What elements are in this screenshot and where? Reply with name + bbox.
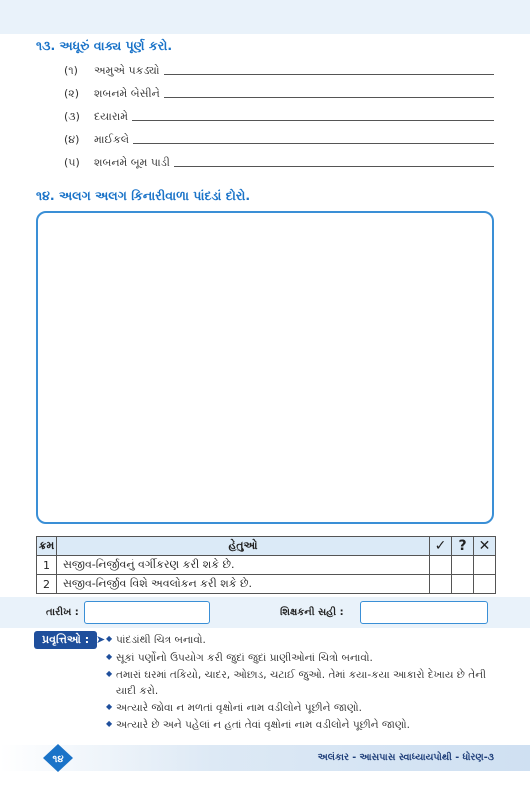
cross-cell[interactable]	[474, 575, 496, 594]
item-number: (૩)	[64, 110, 80, 123]
bullet-icon: ◆	[106, 702, 113, 711]
table-row	[37, 575, 496, 594]
fill-line-4[interactable]	[64, 129, 494, 147]
item-text: દયારામે	[94, 110, 129, 123]
tick-cell[interactable]	[430, 556, 452, 575]
answer-line[interactable]	[174, 166, 494, 167]
drawing-area[interactable]	[36, 211, 494, 524]
top-band	[0, 0, 530, 34]
header-goals: હેતુઓ	[57, 537, 430, 556]
signature-field[interactable]	[360, 601, 488, 624]
activity-item: ◆ અત્યારે જોવા ન મળતાં વૃક્ષોનાં નામ વડીલોને પૂછીને જાણો.	[106, 702, 362, 714]
fill-line-1[interactable]	[64, 60, 494, 78]
answer-line[interactable]	[132, 120, 494, 121]
fill-line-5[interactable]	[64, 152, 494, 170]
question-cell[interactable]	[452, 556, 474, 575]
question-cell[interactable]	[452, 575, 474, 594]
goals-table	[36, 536, 496, 594]
book-title: અલંકાર - આસપાસ સ્વાધ્યાયપોથી - ધોરણ-૩	[317, 752, 494, 763]
page-number: ૧૪	[52, 754, 64, 765]
row-num: 2	[37, 575, 57, 594]
row-text: સજીવ-નિર્જીવનું વર્ગીકરણ કરી શકે છે.	[57, 556, 430, 575]
item-text: શબનમે બૂમ પાડી	[94, 156, 170, 169]
date-field[interactable]	[84, 601, 210, 624]
activity-item: ◆ અત્યારે છે અને પહેલાં ન હતાં તેવાં વૃક્ષોનાં નામ વડીલોને પૂછીને જાણો.	[106, 719, 411, 731]
bullet-icon: ◆	[106, 652, 113, 661]
row-num: 1	[37, 556, 57, 575]
date-label: તારીખ :	[46, 607, 79, 618]
item-number: (૪)	[64, 133, 80, 146]
tick-cell[interactable]	[430, 575, 452, 594]
arrow-icon: ➤	[96, 633, 106, 646]
item-number: (૨)	[64, 87, 80, 100]
signature-label: શિક્ષકની સહી :	[280, 607, 344, 618]
item-text: માઈકલે	[94, 133, 130, 146]
answer-line[interactable]	[164, 97, 494, 98]
tick-icon: ✓	[430, 537, 452, 556]
bullet-icon: ◆	[106, 669, 113, 678]
header-num: ક્રમ	[37, 537, 57, 556]
answer-line[interactable]	[164, 74, 494, 75]
item-number: (૫)	[64, 156, 80, 169]
table-header-row	[37, 537, 496, 556]
activity-item: ◆ તમારાં ઘરમાં તકિયો, ચાદર, ઓછાડ, ચટાઈ જુઓ. તેમાં કયા-કયા આકારો દેખાય છે તેની યાદી કરો.	[106, 669, 487, 697]
activities-label: પ્રવૃત્તિઓ :	[34, 631, 97, 649]
item-text: અમુએ પકડ્યો	[94, 64, 160, 77]
cross-cell[interactable]	[474, 556, 496, 575]
answer-line[interactable]	[133, 143, 494, 144]
bullet-icon: ◆	[106, 634, 113, 643]
question-13-title: ૧૩. અધૂરું વાક્ય પૂર્ણ કરો.	[36, 38, 173, 53]
question-icon: ?	[452, 537, 474, 556]
fill-line-3[interactable]	[64, 106, 494, 124]
cross-icon: ✕	[474, 537, 496, 556]
page-number-badge	[42, 743, 74, 773]
table-row	[37, 556, 496, 575]
fill-line-2[interactable]	[64, 83, 494, 101]
item-number: (૧)	[64, 64, 78, 77]
activity-item: ◆ પાંદડાંથી ચિત્ર બનાવો.	[106, 634, 206, 646]
item-text: શબનમે બેસીને	[94, 87, 160, 100]
bullet-icon: ◆	[106, 719, 113, 728]
activity-item: ◆ સૂકાં પર્ણોનો ઉપયોગ કરી જુદાં જુદાં પ્રાણીઓનાં ચિત્રો બનાવો.	[106, 652, 373, 664]
row-text: સજીવ-નિર્જીવ વિશે અવલોકન કરી શકે છે.	[57, 575, 430, 594]
question-14-title: ૧૪. અલગ અલગ કિનારીવાળા પાંદડાં દોરો.	[36, 188, 251, 203]
